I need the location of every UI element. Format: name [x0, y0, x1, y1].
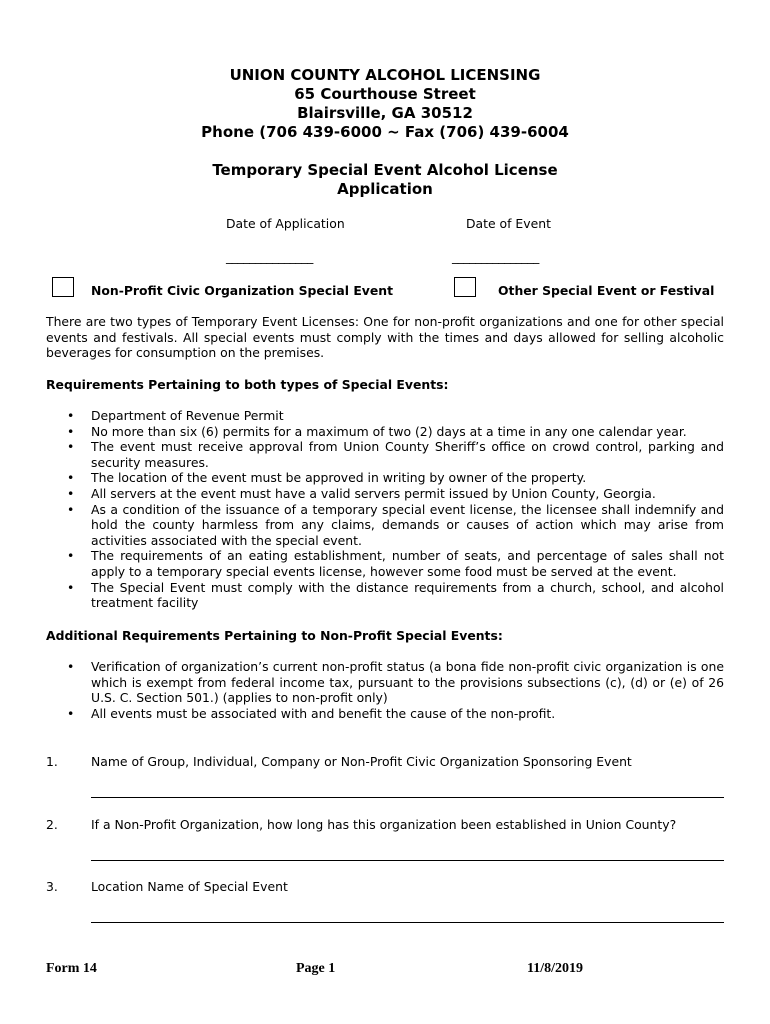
other-event-label: Other Special Event or Festival: [498, 283, 715, 298]
requirements-both-heading: Requirements Pertaining to both types of Special Events:: [46, 377, 449, 392]
list-item: • The location of the event must be approved in writing by owner of the property.: [46, 470, 724, 486]
intro-paragraph: There are two types of Temporary Event Licenses: One for non-profit organizations and one for other special events and festivals. All special events must comply with the times and days allowed for selling alcoholic beverages for consumption on the premises.: [46, 314, 724, 361]
org-city: Blairsville, GA 30512: [297, 104, 473, 122]
nonprofit-event-checkbox[interactable]: [52, 277, 74, 297]
date-of-application-label: Date of Application: [226, 216, 345, 231]
date-of-event-label: Date of Event: [466, 216, 551, 231]
list-item: • As a condition of the issuance of a temporary special event license, the licensee shall indemnify and hold the county harmless from any claims, demands or causes of action which may arise from activities associated with the special event.: [46, 502, 724, 549]
footer-page-number: Page 1: [296, 961, 336, 976]
list-item: • The event must receive approval from Union County Sheriff’s office on crowd control, parking and security measures.: [46, 439, 724, 470]
question-3-answer-line[interactable]: [91, 922, 724, 923]
form-title-line1: Temporary Special Event Alcohol License: [212, 161, 558, 179]
org-phone: Phone (706 439-6000 ~ Fax (706) 439-6004: [201, 123, 569, 141]
question-2-number: 2.: [46, 817, 58, 832]
footer-date: 11/8/2019: [527, 961, 584, 976]
date-of-event-field[interactable]: _______________: [452, 249, 539, 264]
list-item: • Verification of organization’s current non-profit status (a bona fide non-profit civic organization is one which is exempt from federal income tax, pursuant to the provisions subsections (c), (d) or (e) of 26 U.S. C. Section 501.) (applies to non-profit only): [46, 659, 724, 706]
date-of-application-field[interactable]: _______________: [226, 249, 313, 264]
question-1-number: 1.: [46, 754, 58, 769]
requirements-nonprofit-list: [46, 659, 724, 721]
org-name: UNION COUNTY ALCOHOL LICENSING: [229, 66, 541, 84]
list-item: • Department of Revenue Permit: [46, 408, 724, 424]
form-title-line2: Application: [337, 180, 433, 198]
org-street: 65 Courthouse Street: [294, 85, 476, 103]
requirements-nonprofit-heading: Additional Requirements Pertaining to Non-Profit Special Events:: [46, 628, 503, 643]
footer-form-number: Form 14: [46, 961, 97, 976]
list-item: • No more than six (6) permits for a maximum of two (2) days at a time in any one calendar year.: [46, 424, 724, 440]
list-item: • All events must be associated with and benefit the cause of the non-profit.: [46, 706, 724, 722]
question-3-label: Location Name of Special Event: [91, 879, 288, 894]
other-event-checkbox[interactable]: [454, 277, 476, 297]
list-item: • The Special Event must comply with the distance requirements from a church, school, and alcohol treatment facility: [46, 580, 724, 611]
question-2-label: If a Non-Profit Organization, how long has this organization been established in Union County?: [91, 817, 677, 832]
question-2-answer-line[interactable]: [91, 860, 724, 861]
question-3-number: 3.: [46, 879, 58, 894]
question-1-label: Name of Group, Individual, Company or Non-Profit Civic Organization Sponsoring Event: [91, 754, 632, 769]
nonprofit-event-label: Non-Profit Civic Organization Special Event: [91, 283, 394, 298]
question-1-answer-line[interactable]: [91, 797, 724, 798]
requirements-both-list: [46, 408, 724, 611]
list-item: • All servers at the event must have a valid servers permit issued by Union County, Georgia.: [46, 486, 724, 502]
list-item: • The requirements of an eating establishment, number of seats, and percentage of sales shall not apply to a temporary special events license, however some food must be served at the event.: [46, 548, 724, 579]
